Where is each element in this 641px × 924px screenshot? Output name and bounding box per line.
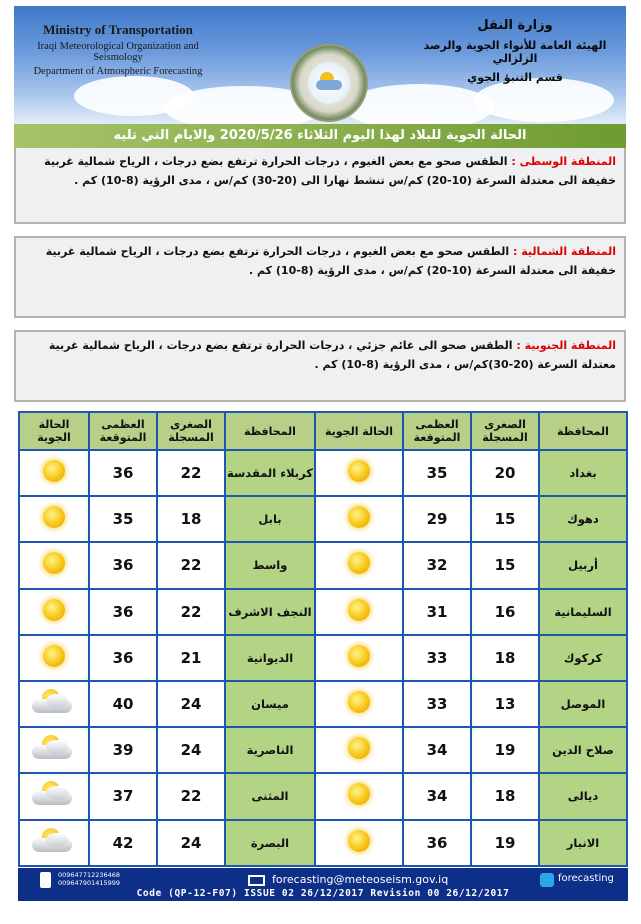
document-code: Code (QP-12-F07) ISSUE 02 26/12/2017 Revision 00 26/12/2017 (136, 888, 510, 899)
weather-cell (315, 681, 403, 727)
min-temp-cell: 22 (157, 773, 225, 819)
governorate-cell: بغداد (539, 450, 627, 496)
sun-icon (43, 645, 65, 667)
max-temp-cell: 40 (89, 681, 157, 727)
min-temp-cell: 18 (471, 773, 539, 819)
table-row (19, 820, 627, 866)
header-english (18, 22, 218, 77)
weather-cell (315, 727, 403, 773)
table-row (19, 542, 627, 588)
governorate-cell: واسط (225, 542, 315, 588)
max-temp-cell: 36 (403, 820, 471, 866)
region-forecast-text: الطقس صحو مع بعض الغيوم ، درجات الحرارة ترتفع بضع درجات ، الرياح شمالية غربية خفيفة الى معتدلة السرعة (10-20) كم/س ، مدى الرؤية (8-10) كم . (45, 245, 616, 277)
sun-icon (348, 506, 370, 528)
partly-cloudy-icon (32, 689, 76, 715)
partly-cloudy-icon (32, 828, 76, 854)
weather-cell (19, 773, 89, 819)
skype-icon (540, 873, 554, 887)
max-temp-cell: 34 (403, 773, 471, 819)
min-temp-cell: 21 (157, 635, 225, 681)
governorate-cell: دهوك (539, 496, 627, 542)
region-name: المنطقة الشمالية : (512, 245, 616, 258)
weather-cell (315, 635, 403, 681)
sun-icon (348, 460, 370, 482)
governorate-cell: ديالى (539, 773, 627, 819)
max-temp-cell: 37 (89, 773, 157, 819)
footer-bar (18, 868, 628, 901)
region-name: المنطقة الوسطى : (511, 155, 616, 168)
header-arabic (410, 18, 620, 84)
region-name: المنطقة الجنوبية : (516, 339, 616, 352)
sun-icon (348, 552, 370, 574)
sun-icon (43, 552, 65, 574)
weather-cell (19, 542, 89, 588)
weather-cell (19, 727, 89, 773)
governorate-cell: صلاح الدين (539, 727, 627, 773)
footer-email[interactable]: forecasting@meteoseism.gov.iq (272, 873, 449, 886)
max-temp-cell: 39 (89, 727, 157, 773)
partly-cloudy-icon (32, 735, 76, 761)
max-temp-cell: 34 (403, 727, 471, 773)
max-temp-cell: 33 (403, 635, 471, 681)
governorate-cell: المثنى (225, 773, 315, 819)
organization-logo (290, 44, 368, 122)
table-row (19, 589, 627, 635)
email-icon (248, 875, 265, 886)
min-temp-cell: 15 (471, 496, 539, 542)
min-temp-cell: 15 (471, 542, 539, 588)
min-temp-cell: 18 (157, 496, 225, 542)
governorate-forecast-table (18, 411, 628, 867)
phone-number: 009647901415999 (58, 879, 121, 887)
governorate-cell: كربلاء المقدسة (225, 450, 315, 496)
max-temp-cell: 36 (89, 589, 157, 635)
logo-inner (308, 62, 350, 104)
min-temp-cell: 16 (471, 589, 539, 635)
weather-cell (315, 773, 403, 819)
sun-icon (348, 645, 370, 667)
governorate-cell: بابل (225, 496, 315, 542)
table-header-row (19, 412, 627, 450)
governorate-cell: كركوك (539, 635, 627, 681)
footer-skype: forecasting (558, 873, 614, 884)
sun-icon (43, 599, 65, 621)
sun-icon (348, 691, 370, 713)
min-temp-cell: 24 (157, 681, 225, 727)
sun-icon (43, 506, 65, 528)
table-row (19, 681, 627, 727)
organization-name-ar: الهيئة العامة للأنواء الجوية والرصد الزلزالي (423, 39, 607, 65)
sun-icon (348, 783, 370, 805)
governorate-cell: النجف الاشرف (225, 589, 315, 635)
min-temp-cell: 18 (471, 635, 539, 681)
max-temp-cell: 32 (403, 542, 471, 588)
governorate-cell: البصرة (225, 820, 315, 866)
weather-cell (315, 542, 403, 588)
phone-icon (40, 872, 51, 888)
table-row (19, 496, 627, 542)
weather-cell (315, 450, 403, 496)
min-temp-cell: 24 (157, 727, 225, 773)
max-temp-cell: 36 (89, 450, 157, 496)
weather-cell (315, 496, 403, 542)
decorative-cloud (474, 78, 614, 122)
weather-cell (315, 589, 403, 635)
header-max-temp: العظمى المتوقعة (89, 412, 157, 450)
weather-cell (19, 820, 89, 866)
region-north (14, 236, 626, 318)
department-name-ar: قسم التنبؤ الجوي (467, 71, 563, 84)
min-temp-cell: 19 (471, 820, 539, 866)
governorate-cell: أربيل (539, 542, 627, 588)
weather-cell (19, 496, 89, 542)
max-temp-cell: 36 (89, 635, 157, 681)
max-temp-cell: 36 (89, 542, 157, 588)
table-row (19, 773, 627, 819)
weather-cell (19, 450, 89, 496)
ministry-name-ar: وزارة النقل (477, 18, 553, 33)
header-weather: الحالة الجوية (19, 412, 89, 450)
table-row (19, 450, 627, 496)
region-central (14, 148, 626, 224)
table-row (19, 727, 627, 773)
min-temp-cell: 20 (471, 450, 539, 496)
forecast-title: الحالة الجوية للبلاد لهذا اليوم الثلاثاء 2020/5/26 والايام التي تليه (14, 124, 626, 148)
weather-cell (315, 820, 403, 866)
ministry-name-en: Ministry of Transportation (43, 22, 193, 37)
governorate-cell: الانبار (539, 820, 627, 866)
max-temp-cell: 33 (403, 681, 471, 727)
governorate-cell: ميسان (225, 681, 315, 727)
partly-cloudy-icon (32, 781, 76, 807)
governorate-cell: الموصل (539, 681, 627, 727)
region-forecast-text: الطقس صحو مع بعض الغيوم ، درجات الحرارة ترتفع بضع درجات ، الرياح شمالية غربية خفيفة الى معتدلة السرعة (10-20) كم/س تنشط نهارا الى (20-30) كم/س ، مدى الرؤية (8-10) كم . (44, 155, 616, 187)
min-temp-cell: 22 (157, 589, 225, 635)
header-min-temp: الصغرى المسجلة (471, 412, 539, 450)
region-south (14, 330, 626, 402)
header-governorate: المحافظة (539, 412, 627, 450)
header-governorate: المحافظة (225, 412, 315, 450)
weather-cell (19, 589, 89, 635)
weather-cell (19, 681, 89, 727)
sun-icon (348, 830, 370, 852)
min-temp-cell: 22 (157, 450, 225, 496)
min-temp-cell: 19 (471, 727, 539, 773)
header-weather: الحالة الجوية (315, 412, 403, 450)
governorate-cell: الناصرية (225, 727, 315, 773)
region-forecast-text: الطقس صحو الى غائم جزئي ، درجات الحرارة ترتفع بضع درجات ، الرياح شمالية غربية معتدلة السرعة (20-30)كم/س ، مدى الرؤية (8-10) كم . (48, 339, 616, 371)
logo-cloud-icon (316, 80, 342, 90)
header-banner (14, 6, 626, 124)
sun-icon (43, 460, 65, 482)
max-temp-cell: 35 (89, 496, 157, 542)
max-temp-cell: 42 (89, 820, 157, 866)
max-temp-cell: 29 (403, 496, 471, 542)
weather-cell (19, 635, 89, 681)
min-temp-cell: 22 (157, 542, 225, 588)
department-name-en: Department of Atmospheric Forecasting (33, 66, 203, 77)
sun-icon (348, 599, 370, 621)
organization-name-en: Iraqi Meteorological Organization and Seismology (37, 41, 199, 63)
governorate-cell: السليمانية (539, 589, 627, 635)
phone-number: 009647712236468 (58, 871, 121, 879)
table-row (19, 635, 627, 681)
min-temp-cell: 13 (471, 681, 539, 727)
footer-phones (58, 871, 120, 887)
header-max-temp: العظمى المتوقعة (403, 412, 471, 450)
max-temp-cell: 35 (403, 450, 471, 496)
sun-icon (348, 737, 370, 759)
header-min-temp: الصغرى المسجلة (157, 412, 225, 450)
min-temp-cell: 24 (157, 820, 225, 866)
max-temp-cell: 31 (403, 589, 471, 635)
governorate-cell: الديوانية (225, 635, 315, 681)
